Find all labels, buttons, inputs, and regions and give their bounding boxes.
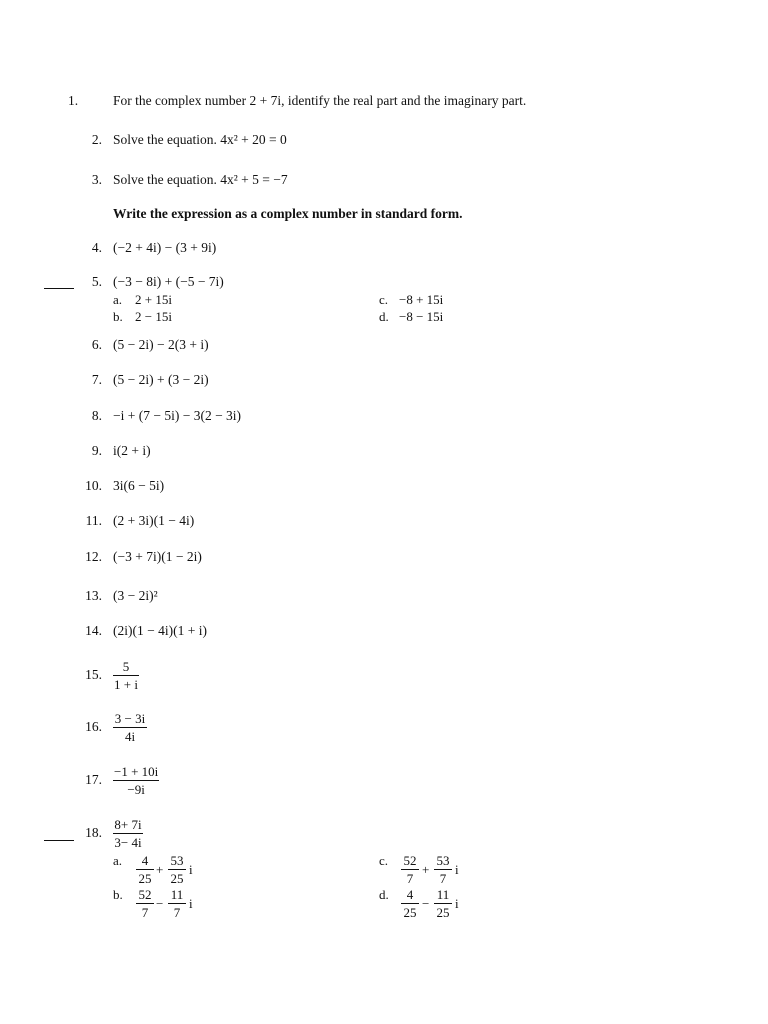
numerator: 11: [434, 887, 452, 904]
denominator: 3− 4i: [114, 835, 142, 850]
question-text: For the complex number 2 + 7i, identify the real part and the imaginary part.: [113, 93, 527, 108]
question-number: 11.: [85, 513, 102, 528]
question-text: (2i)(1 − 4i)(1 + i): [113, 623, 207, 638]
question-number: 4.: [91, 240, 102, 255]
fraction: [113, 764, 159, 797]
operator: +: [156, 862, 164, 877]
numerator: 4: [136, 853, 154, 870]
denominator: 4i: [124, 729, 136, 744]
question-number: 15.: [85, 667, 102, 682]
denominator: −9i: [127, 782, 145, 797]
numerator: 5: [113, 659, 139, 676]
question-text: (3 − 2i)²: [113, 588, 158, 603]
question-number: 9.: [91, 443, 102, 458]
denominator: 25: [436, 905, 450, 920]
option-letter: a.: [113, 292, 123, 307]
imaginary-unit: i: [189, 862, 193, 877]
question-number: 3.: [91, 172, 102, 187]
question-text: (−2 + 4i) − (3 + 9i): [113, 240, 217, 255]
fraction: [401, 887, 419, 920]
option-text: 2 − 15i: [135, 309, 172, 324]
question-text: Solve the equation. 4x² + 20 = 0: [113, 132, 287, 147]
numerator: 8+ 7i: [114, 817, 142, 832]
option-letter: d.: [379, 309, 389, 324]
denominator: 7: [406, 871, 414, 886]
numerator: 4: [401, 887, 419, 904]
question-number: 5.: [91, 274, 102, 289]
numerator: 52: [401, 853, 419, 870]
question-number: 8.: [91, 408, 102, 423]
question-number: 14.: [85, 623, 102, 638]
imaginary-unit: i: [189, 896, 193, 911]
fraction: [168, 853, 186, 886]
question-text: (−3 + 7i)(1 − 2i): [113, 549, 202, 564]
option-letter: c.: [379, 853, 389, 868]
fraction: [113, 817, 143, 850]
question-number: 17.: [85, 772, 102, 787]
numerator: 11: [168, 887, 186, 904]
option-letter: b.: [113, 309, 123, 324]
imaginary-unit: i: [455, 896, 459, 911]
numerator: 53: [434, 853, 452, 870]
option-text: 2 + 15i: [135, 292, 172, 307]
question-text: i(2 + i): [113, 443, 151, 458]
fraction: [113, 659, 139, 692]
fraction: [434, 887, 452, 920]
numerator: 53: [168, 853, 186, 870]
question-text: 3i(6 − 5i): [113, 478, 165, 493]
option-letter: d.: [379, 887, 389, 902]
operator: −: [422, 896, 430, 911]
imaginary-unit: i: [455, 862, 459, 877]
option-letter: c.: [379, 292, 389, 307]
question-text: (2 + 3i)(1 − 4i): [113, 513, 195, 528]
question-number: 18.: [85, 825, 102, 840]
numerator: 3 − 3i: [114, 711, 146, 726]
question-number: 12.: [85, 549, 102, 564]
question-text: (5 − 2i) − 2(3 + i): [113, 337, 209, 352]
operator: −: [156, 896, 164, 911]
denominator: 7: [141, 905, 149, 920]
numerator: 52: [136, 887, 154, 904]
fraction: [136, 887, 154, 920]
question-text: Solve the equation. 4x² + 5 = −7: [113, 172, 288, 187]
denominator: 7: [439, 871, 447, 886]
denominator: 7: [173, 905, 181, 920]
denominator: 1 + i: [114, 677, 138, 692]
fraction: [113, 711, 147, 744]
denominator: 25: [403, 905, 417, 920]
question-text: −i + (7 − 5i) − 3(2 − 3i): [113, 408, 242, 423]
option-letter: a.: [113, 853, 123, 868]
question-number: 6.: [91, 337, 102, 352]
fraction: [136, 853, 154, 886]
question-number: 1.: [68, 93, 79, 108]
question-text: (−3 − 8i) + (−5 − 7i): [113, 274, 224, 289]
section-heading: Write the expression as a complex number in standard form.: [113, 206, 463, 221]
option-text: −8 + 15i: [399, 292, 444, 307]
numerator: −1 + 10i: [114, 764, 159, 779]
question-number: 16.: [85, 719, 102, 734]
question-number: 13.: [85, 588, 102, 603]
question-number: 2.: [91, 132, 102, 147]
question-text: (5 − 2i) + (3 − 2i): [113, 372, 209, 387]
option-text: −8 − 15i: [399, 309, 444, 324]
operator: +: [422, 862, 430, 877]
fraction: [168, 887, 186, 920]
denominator: 25: [138, 871, 152, 886]
question-number: 10.: [85, 478, 102, 493]
question-number: 7.: [91, 372, 102, 387]
option-letter: b.: [113, 887, 123, 902]
denominator: 25: [170, 871, 184, 886]
fraction: [434, 853, 452, 886]
fraction: [401, 853, 419, 886]
